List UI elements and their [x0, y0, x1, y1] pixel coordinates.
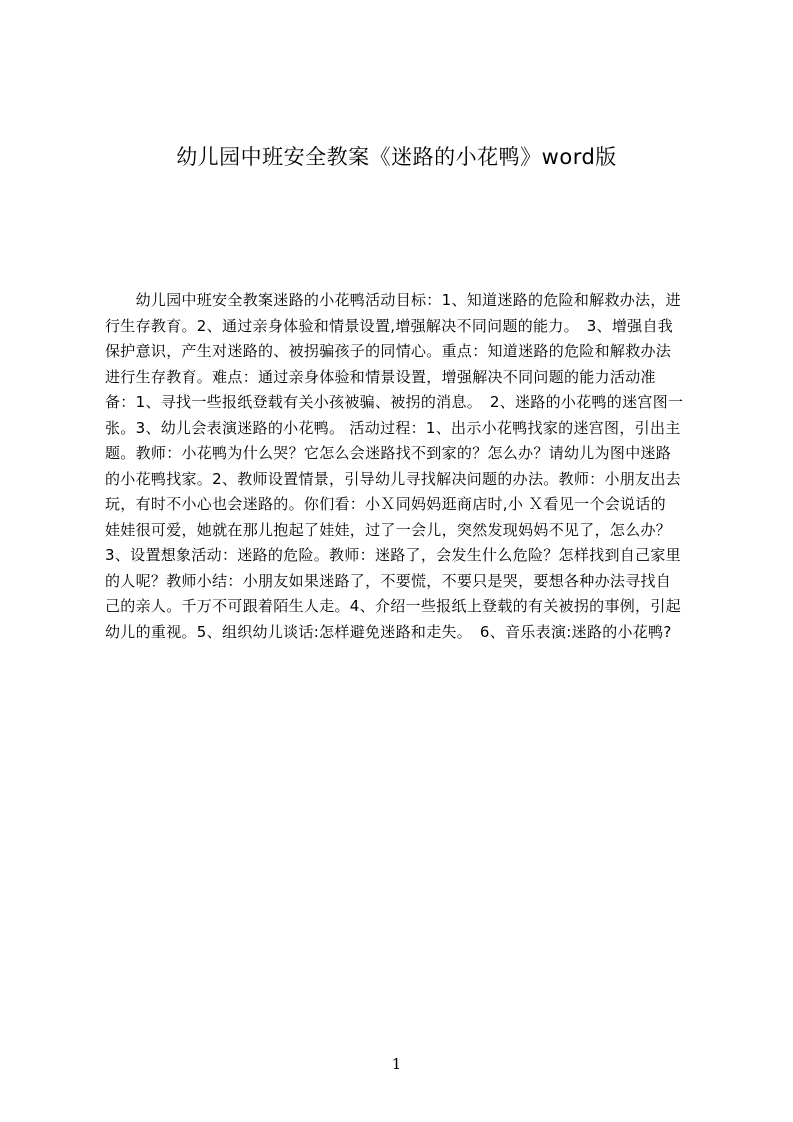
body-line: 3、设置想象活动：迷路的危险。教师：迷路了，会发生什么危险？怎样找到自己家里	[105, 546, 681, 564]
body-line: 题。教师：小花鸭为什么哭？它怎么会迷路找不到家的？怎么办？请幼儿为图中迷路	[105, 444, 672, 462]
body-line: 己的亲人。千万不可跟着陌生人走。4、介绍一些报纸上登载的有关被拐的事例，引起	[105, 597, 681, 615]
body-line: 行生存教育。2、通过亲身体验和情景设置,增强解决不同问题的能力。 3、增强自我	[105, 316, 674, 335]
body-line: 玩，有时不小心也会迷路的。你们看：小Ｘ同妈妈逛商店时,小 Ｘ看见一个会说话的	[105, 495, 666, 513]
body-line: 的人呢？教师小结：小朋友如果迷路了，不要慌，不要只是哭，要想各种办法寻找自	[105, 571, 672, 590]
body-line: 张。3、幼儿会表演迷路的小花鸭。 活动过程：1、出示小花鸭找家的迷宫图，引出主	[105, 418, 681, 437]
body-line: 幼儿的重视。5、组织幼儿谈话:怎样避免迷路和走失。 6、音乐表演:迷路的小花鸭?	[105, 622, 672, 641]
body-line: 备：1、寻找一些报纸登载有关小孩被骗、被拐的消息。 2、迷路的小花鸭的迷宫图一	[105, 393, 684, 411]
body-line: 娃娃很可爱，她就在那儿抱起了娃娃，过了一会儿，突然发现妈妈不见了，怎么办？	[105, 520, 672, 539]
page-number: 1	[391, 1055, 402, 1073]
body-line: 进行生存教育。难点：通过亲身体验和情景设置，增强解决不同问题的能力活动准	[105, 367, 656, 386]
body-line: 保护意识，产生对迷路的、被拐骗孩子的同情心。重点：知道迷路的危险和解救办法	[105, 342, 672, 360]
body-line: 幼儿园中班安全教案迷路的小花鸭活动目标：1、知道迷路的危险和解救办法，进	[105, 291, 681, 309]
document-body	[105, 288, 705, 668]
body-line: 的小花鸭找家。2、教师设置情景，引导幼儿寻找解决问题的办法。教师：小朋友出去	[105, 469, 681, 488]
document-title: 幼儿园中班安全教案《迷路的小花鸭》word版	[176, 145, 617, 169]
